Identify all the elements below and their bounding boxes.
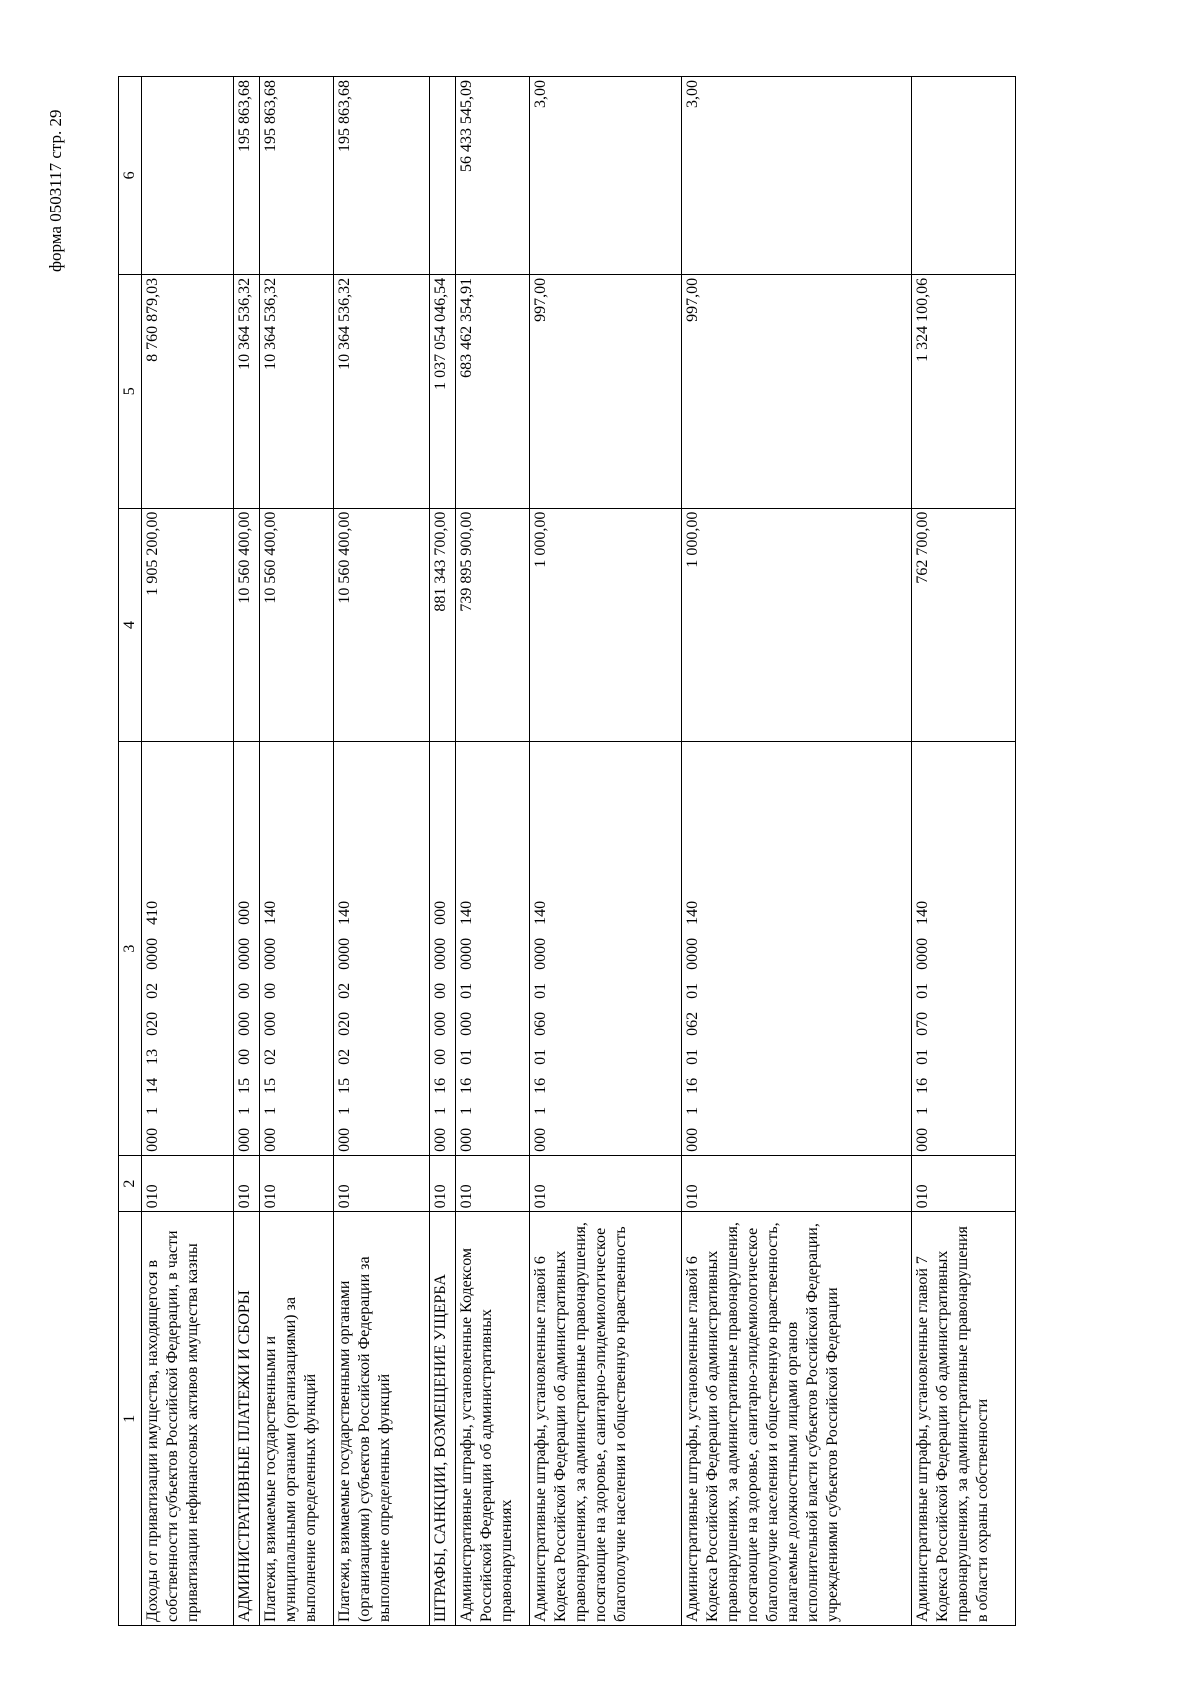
row-name: Административные штрафы, установленные Кодексом Российской Федерации об административных правонарушениях: [456, 1212, 530, 1626]
row-line-code: 010: [260, 1155, 334, 1212]
table-row: [142, 77, 234, 1626]
table-row: [260, 77, 334, 1626]
table-row: [530, 77, 682, 1626]
row-approved: 1 000,00: [530, 508, 682, 742]
column-header: 3: [119, 742, 142, 1156]
report-table: [118, 76, 1016, 1626]
row-approved: 881 343 700,00: [430, 508, 456, 742]
row-name: Платежи, взимаемые государственными и муниципальными органами (организациями) за выполнение определенных функций: [260, 1212, 334, 1626]
row-approved: 10 560 400,00: [334, 508, 430, 742]
row-budget-code: 000 1 16 01 060 01 0000 140: [530, 742, 682, 1156]
row-unexecuted: [430, 77, 456, 275]
row-executed: 997,00: [530, 274, 682, 508]
row-unexecuted: 3,00: [682, 77, 912, 275]
table-row: [334, 77, 430, 1626]
row-unexecuted: 195 863,68: [234, 77, 260, 275]
table-row: [456, 77, 530, 1626]
table-row: [682, 77, 912, 1626]
row-budget-code: 000 1 16 01 000 01 0000 140: [456, 742, 530, 1156]
row-line-code: 010: [530, 1155, 682, 1212]
row-budget-code: 000 1 15 02 020 02 0000 140: [334, 742, 430, 1156]
row-unexecuted: 3,00: [530, 77, 682, 275]
row-name: Доходы от приватизации имущества, находящегося в собственности субъектов Российской Федерации, в части приватизации нефинансовых активов имущества казны: [142, 1212, 234, 1626]
table-row: [430, 77, 456, 1626]
row-approved: 1 905 200,00: [142, 508, 234, 742]
row-executed: 10 364 536,32: [334, 274, 430, 508]
row-budget-code: 000 1 15 00 000 00 0000 000: [234, 742, 260, 1156]
row-approved: 762 700,00: [912, 508, 1016, 742]
table-row: [234, 77, 260, 1626]
row-line-code: 010: [142, 1155, 234, 1212]
row-unexecuted: 195 863,68: [334, 77, 430, 275]
column-header: 6: [119, 77, 142, 275]
row-line-code: 010: [682, 1155, 912, 1212]
row-name: Платежи, взимаемые государственными органами (организациями) субъектов Российской Федерации за выполнение определенных функций: [334, 1212, 430, 1626]
page-label: форма 0503117 стр. 29: [46, 109, 65, 272]
row-name: Административные штрафы, установленные главой 7 Кодекса Российской Федерации об административных правонарушениях, за административные правонарушения в области охраны собственности: [912, 1212, 1016, 1626]
report-table-container: [118, 76, 1120, 1626]
row-executed: 997,00: [682, 274, 912, 508]
row-name: Административные штрафы, установленные главой 6 Кодекса Российской Федерации об административных правонарушениях, за административные правонарушения, посягающие на здоровье, санитарно-эпидемиологическое благополучие населения и общественную нравственность, налагаемые должностными лицами органов исполнительной власти субъектов Российской Федерации, учреждениями субъектов Российской Федерации: [682, 1212, 912, 1626]
column-header: 5: [119, 274, 142, 508]
row-executed: 10 364 536,32: [260, 274, 334, 508]
row-budget-code: 000 1 15 02 000 00 0000 140: [260, 742, 334, 1156]
row-line-code: 010: [234, 1155, 260, 1212]
row-budget-code: 000 1 16 01 070 01 0000 140: [912, 742, 1016, 1156]
row-approved: 1 000,00: [682, 508, 912, 742]
row-approved: 739 895 900,00: [456, 508, 530, 742]
row-unexecuted: 195 863,68: [260, 77, 334, 275]
row-line-code: 010: [430, 1155, 456, 1212]
row-unexecuted: [142, 77, 234, 275]
row-line-code: 010: [912, 1155, 1016, 1212]
row-unexecuted: [912, 77, 1016, 275]
column-header: 2: [119, 1155, 142, 1212]
row-executed: 1 037 054 046,54: [430, 274, 456, 508]
row-executed: 1 324 100,06: [912, 274, 1016, 508]
row-executed: 8 760 879,03: [142, 274, 234, 508]
row-line-code: 010: [334, 1155, 430, 1212]
table-row: [912, 77, 1016, 1626]
column-header: 4: [119, 508, 142, 742]
row-line-code: 010: [456, 1155, 530, 1212]
row-name: ШТРАФЫ, САНКЦИИ, ВОЗМЕЩЕНИЕ УЩЕРБА: [430, 1212, 456, 1626]
row-budget-code: 000 1 14 13 020 02 0000 410: [142, 742, 234, 1156]
header-row: [119, 77, 142, 1626]
row-budget-code: 000 1 16 01 062 01 0000 140: [682, 742, 912, 1156]
row-approved: 10 560 400,00: [260, 508, 334, 742]
row-unexecuted: 56 433 545,09: [456, 77, 530, 275]
row-executed: 683 462 354,91: [456, 274, 530, 508]
row-budget-code: 000 1 16 00 000 00 0000 000: [430, 742, 456, 1156]
row-name: Административные штрафы, установленные главой 6 Кодекса Российской Федерации об административных правонарушениях, за административные правонарушения, посягающие на здоровье, санитарно-эпидемиологическое благополучие населения и общественную нравственность: [530, 1212, 682, 1626]
row-executed: 10 364 536,32: [234, 274, 260, 508]
column-header: 1: [119, 1212, 142, 1626]
row-approved: 10 560 400,00: [234, 508, 260, 742]
row-name: АДМИНИСТРАТИВНЫЕ ПЛАТЕЖИ И СБОРЫ: [234, 1212, 260, 1626]
